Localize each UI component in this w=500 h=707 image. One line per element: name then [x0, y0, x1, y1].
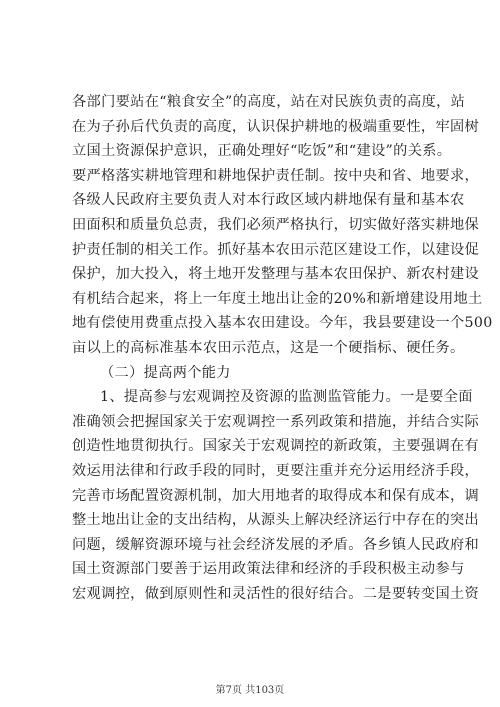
page-number-footer: 第7页 共103页: [215, 685, 285, 696]
text-line: 要严格落实耕地管理和耕地保护责任制。按中央和省、地要求，: [72, 167, 480, 184]
text-line: 准确领会把握国家关于宏观调控一系列政策和措施，并结合实际: [72, 413, 480, 430]
text-line: 宏观调控，做到原则性和灵活性的很好结合。二是要转变国土资: [72, 585, 480, 602]
text-line: 整土地出让金的支出结构，从源头上解决经济运行中存在的突出: [72, 512, 480, 529]
text-line: 地有偿使用费重点投入基本农田建设。今年，我县要建设一个500: [72, 315, 493, 332]
text-line: 田面积和质量负总责，我们必须严格执行，切实做好落实耕地保: [72, 216, 480, 233]
text-line: 保护，加大投入，将土地开发整理与基本农田保护、新农村建设: [72, 266, 480, 283]
text-line: 完善市场配置资源机制，加大用地者的取得成本和保有成本，调: [72, 487, 480, 504]
text-line: 在为子孙后代负责的高度，认识保护耕地的极端重要性，牢固树: [72, 118, 480, 135]
text-line: 各部门要站在“粮食安全”的高度，站在对民族负责的高度，站: [72, 94, 466, 110]
text-line: 立国土资源保护意识，正确处理好“吃饭”和“建设”的关系。: [72, 143, 452, 160]
text-line: 创造性地贯彻执行。国家关于宏观调控的新政策，主要强调在有: [72, 438, 480, 455]
text-line: 效运用法律和行政手段的同时，更要注重并充分运用经济手段，: [72, 462, 480, 479]
text-line: 有机结合起来，将上一年度土地出让金的20%和新增建设用地土: [72, 290, 483, 307]
section-heading: （二）提高两个能力: [100, 364, 231, 381]
text-line: 各级人民政府主要负责人对本行政区域内耕地保有量和基本农: [72, 192, 465, 209]
body-text: [72, 90, 493, 606]
text-line: 国土资源部门要善于运用政策法律和经济的手段积极主动参与: [72, 561, 465, 578]
text-line: 亩以上的高标准基本农田示范点，这是一个硬指标、硬任务。: [72, 339, 465, 356]
text-line: 问题，缓解资源环境与社会经济发展的矛盾。各乡镇人民政府和: [72, 536, 480, 553]
text-line: 护责任制的相关工作。抓好基本农田示范区建设工作，以建设促: [72, 241, 480, 258]
text-line: 1、提高参与宏观调控及资源的监测监管能力。一是要全面: [100, 389, 473, 406]
